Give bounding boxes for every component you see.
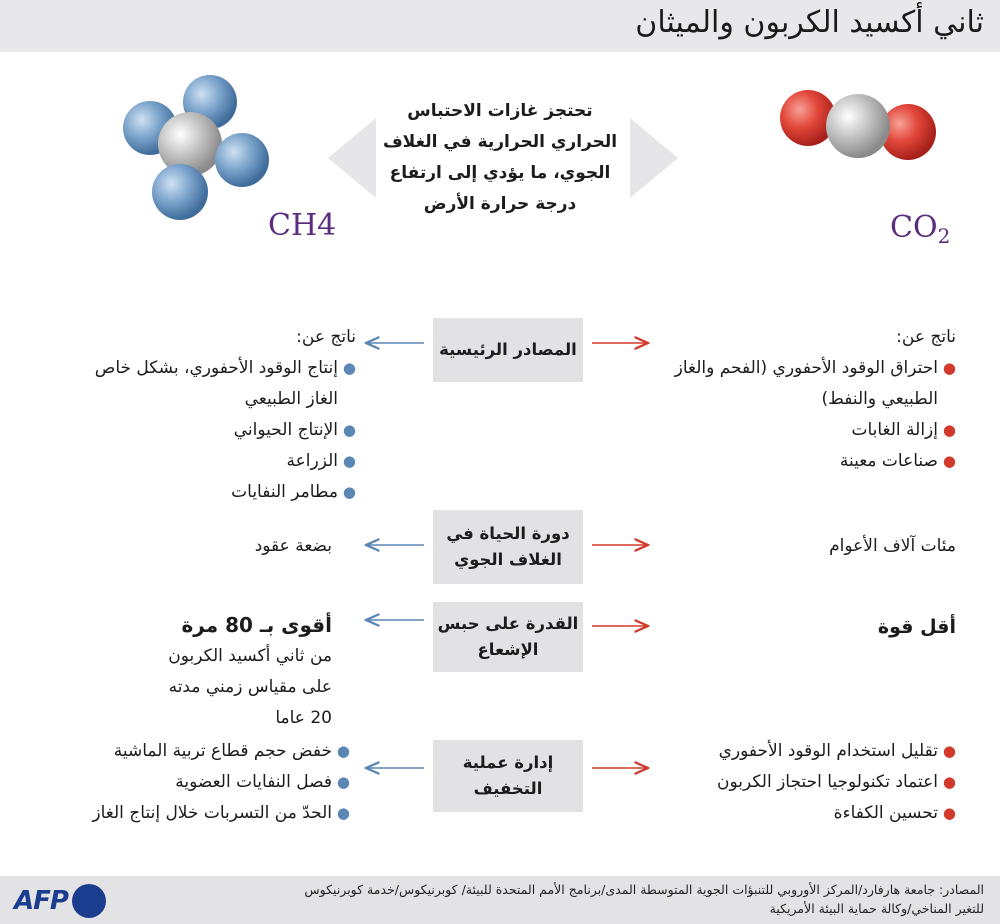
list-item: ● مطامر النفايات <box>66 477 356 508</box>
bullet-icon: ● <box>942 804 956 822</box>
co2-mitigation <box>666 736 956 829</box>
bullet-icon: ● <box>942 742 956 760</box>
ch4-capacity-main: أقوى بـ 80 مرة <box>181 613 332 637</box>
co2-sources <box>666 322 956 477</box>
ch4-sources <box>66 322 356 508</box>
category-mitigation: إدارة عملية التخفيف <box>433 740 583 812</box>
bullet-icon: ● <box>942 773 956 791</box>
category-lifecycle: دورة الحياة في الغلاف الجوي <box>433 510 583 584</box>
list-item: ● اعتماد تكنولوجيا احتجاز الكربون <box>666 767 956 798</box>
afp-logo: AFP <box>14 884 106 918</box>
list-item: ● إزالة الغابات <box>666 415 956 446</box>
bullet-icon: ● <box>342 421 356 439</box>
list-item: ● احتراق الوقود الأحفوري (الفحم والغاز الطبيعي والنفط) <box>666 353 956 415</box>
list-item: ● إنتاج الوقود الأحفوري، بشكل خاص الغاز الطبيعي <box>66 353 356 415</box>
ch4-lifecycle: بضعة عقود <box>254 536 332 556</box>
bullet-icon: ● <box>336 804 350 822</box>
ch4-capacity-detail: من ثاني أكسيد الكربون على مقياس زمني مدته 20 عاما <box>168 646 332 728</box>
co2-formula: $CO_2$ <box>890 210 951 248</box>
list-item: ● خفض حجم قطاع تربية الماشية <box>60 736 350 767</box>
bullet-icon: ● <box>942 359 956 377</box>
co2-lifecycle: مئات آلاف الأعوام <box>829 536 956 556</box>
bullet-icon: ● <box>942 452 956 470</box>
ch4-sources-heading: ناتج عن: <box>296 327 356 347</box>
ch4-formula: CH4 <box>268 208 337 243</box>
afp-logo-dot-icon <box>72 884 106 918</box>
list-item: ● الإنتاج الحيواني <box>66 415 356 446</box>
co2-capacity: أقل قوة <box>877 616 956 638</box>
intro-text: تحتجز غازات الاحتباس الحراري الحرارية في الغلاف الجوي، ما يؤدي إلى ارتفاع درجة حرارة الأرض <box>382 101 618 214</box>
list-item: ● الحدّ من التسربات خلال إنتاج الغاز <box>60 798 350 829</box>
list-item: ● الزراعة <box>66 446 356 477</box>
list-item: ● تحسين الكفاءة <box>666 798 956 829</box>
list-item: ● فصل النفايات العضوية <box>60 767 350 798</box>
bullet-icon: ● <box>942 421 956 439</box>
ch4-capacity <box>66 610 332 734</box>
bullet-icon: ● <box>342 483 356 501</box>
category-capacity: القدرة على حبس الإشعاع <box>433 602 583 672</box>
co2-sources-heading: ناتج عن: <box>896 327 956 347</box>
page-title: ثاني أكسيد الكربون والميثان <box>635 5 984 40</box>
list-item: ● تقليل استخدام الوقود الأحفوري <box>666 736 956 767</box>
bullet-icon: ● <box>336 742 350 760</box>
footer-sources: المصادر: جامعة هارفارد/المركز الأوروبي للتنبؤات الجوية المتوسطة المدى/برنامج الأمم المتحدة للبيئة/ كوبرنيكوس/خدمة كوبرنيكوس للتغير المناخي/وكالة حماية البيئة الأمريكية <box>304 882 984 916</box>
list-item: ● صناعات معينة <box>666 446 956 477</box>
category-sources: المصادر الرئيسية <box>433 318 583 382</box>
footer <box>0 876 1000 924</box>
bullet-icon: ● <box>342 359 356 377</box>
bullet-icon: ● <box>342 452 356 470</box>
bullet-icon: ● <box>336 773 350 791</box>
ch4-mitigation <box>60 736 350 829</box>
